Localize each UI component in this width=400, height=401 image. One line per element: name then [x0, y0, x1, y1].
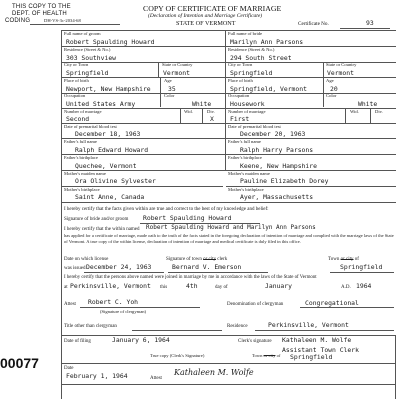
bride-blood-test-label: Date of premarital blood test: [228, 124, 281, 129]
groom-city-label: City or Town: [64, 62, 89, 67]
copy-signature: Kathaleen M. Wolfe: [174, 368, 254, 377]
groom-blood-test-label: Date of premarital blood test: [64, 124, 117, 129]
town-clerk-name: Bernard V. Emerson: [172, 263, 242, 271]
bride-father-label: Father's full name: [228, 139, 261, 144]
groom-color-label: Color: [164, 93, 175, 98]
marriage-place: Perkinsville, Vermont: [70, 282, 151, 290]
groom-mother-birthplace: Saint Anne, Canada: [75, 193, 145, 201]
date-filing: January 6, 1964: [112, 336, 170, 344]
at-label: at: [64, 285, 68, 290]
bride-state-label: State or Country: [326, 62, 357, 67]
groom-mother-birthplace-label: Mother's birthplace: [64, 187, 100, 192]
bride-mother-birthplace-label: Mother's birthplace: [228, 187, 264, 192]
bride-wid-label: Wid.: [350, 109, 359, 114]
groom-name: Robert Spaulding Howard: [66, 38, 155, 46]
bride-mother-birthplace: Ayer, Massachusetts: [240, 193, 314, 201]
bride-div-label: Div.: [375, 109, 383, 114]
marriage-year: 1964: [356, 282, 372, 290]
bride-color: White: [358, 100, 378, 108]
groom-mother-label: Mother's maiden name: [64, 171, 106, 176]
sig-town-clerk-label: Signature of town or city clerk: [166, 257, 228, 262]
bride-father-birthplace-label: Father's birthplace: [228, 155, 262, 160]
license-names: Robert Spaulding Howard and Marilyn Ann Parsons: [146, 224, 316, 231]
margin-number: 00077: [0, 355, 39, 371]
groom-num-marriage-label: Number of marriage: [64, 109, 102, 114]
marriage-month: January: [265, 282, 292, 290]
bride-blood-test: December 20, 1963: [240, 130, 306, 138]
groom-residence: 303 Southview: [66, 54, 117, 62]
bride-father-birthplace: Keene, New Hampshire: [240, 162, 317, 170]
groom-occupation: United States Army: [66, 100, 136, 108]
state-heading: STATE OF VERMONT: [176, 20, 236, 27]
groom-mother: Ora Olivine Sylvester: [75, 177, 156, 185]
certify-joined: I hereby certify that the persons above named were joined in marriage by me in accordance with the laws of the State of Vermont: [64, 275, 317, 280]
date-issued-label: Date on which license: [64, 257, 109, 262]
form-code: DH-VS-3c-2034-68: [44, 18, 81, 23]
clergyman-signature: Robert C. Yoh: [88, 298, 139, 306]
true-copy-label: True copy (Clerk's Signature): [150, 353, 205, 358]
groom-birthplace: Newport, New Hampshire: [66, 85, 151, 93]
bride-occupation-label: Occupation: [228, 93, 250, 98]
issued-date: December 24, 1963: [86, 263, 152, 271]
bride-city-label: City or Town: [228, 62, 253, 67]
groom-num-marriage: Second: [66, 115, 90, 123]
bride-name: Marilyn Ann Parsons: [230, 38, 304, 46]
groom-blood-test: December 18, 1963: [75, 130, 141, 138]
residence-short-label: Residence: [227, 324, 248, 329]
groom-father: Ralph Edward Howard: [75, 146, 149, 154]
groom-father-birthplace-label: Father's birthplace: [64, 155, 98, 160]
groom-occupation-label: Occupation: [64, 93, 86, 98]
bride-name-label: Full name of bride: [228, 31, 263, 36]
bride-state: Vermont: [327, 69, 354, 77]
form-title: COPY OF CERTIFICATE OF MARRIAGE: [143, 4, 282, 13]
groom-father-birthplace: Quechee, Vermont: [75, 162, 137, 170]
copy-town: Springfield: [290, 353, 333, 361]
copy-to-line1: THIS COPY TO THE: [12, 4, 71, 10]
bride-age-label: Age: [326, 78, 334, 83]
bride-mother: Pauline Elizabeth Dorey: [240, 177, 329, 185]
bride-color-label: Color: [326, 93, 337, 98]
date-label: Date: [64, 366, 74, 371]
clerk-name: Kathaleen M. Wolfe: [282, 336, 352, 344]
certify-intro: I hereby certify that the facts given within are true and correct to the best of my knowledge and belief:: [64, 207, 269, 212]
copy-to-line2: DEPT. OF HEALTH: [12, 11, 67, 17]
sig-bride-groom-label: Signature of bride and/or groom: [64, 217, 129, 222]
groom-div-mark: X: [210, 115, 214, 123]
bride-city: Springfield: [230, 69, 273, 77]
groom-age-label: Age: [164, 78, 172, 83]
bride-num-marriage: First: [230, 115, 250, 123]
town-of-label: Town or city of: [328, 257, 359, 262]
this-label: this: [160, 285, 168, 290]
groom-name-label: Full name of groom: [64, 31, 101, 36]
bride-occupation: Housework: [230, 100, 265, 108]
bride-num-marriage-label: Number of marriage: [228, 109, 266, 114]
groom-residence-label: Residence (Street & No.): [64, 47, 111, 52]
clerks-signature-label: Clerk's signature: [238, 339, 272, 344]
groom-state-label: State or Country: [162, 62, 193, 67]
groom-state: Vermont: [163, 69, 190, 77]
town-of-value: Springfield: [340, 263, 383, 271]
bride-birthplace: Springfield, Vermont: [230, 85, 307, 93]
groom-father-label: Father's full name: [64, 139, 97, 144]
groom-wid-label: Wid.: [184, 109, 193, 114]
clerk-title: Assistant Town Clerk: [282, 346, 359, 354]
bride-mother-label: Mother's maiden name: [228, 171, 270, 176]
bride-residence-label: Residence (Street & No.): [228, 47, 275, 52]
day-of-label: day of: [215, 285, 228, 290]
marriage-day: 4th: [186, 282, 198, 290]
bride-birthplace-label: Place of birth: [228, 78, 253, 83]
date-filing-label: Date of filing: [64, 339, 91, 344]
bride-father: Ralph Harry Parsons: [240, 146, 314, 154]
copy-town-label: Town or city of: [252, 353, 281, 358]
copy-date: February 1, 1964: [66, 372, 128, 380]
certificate-number-label: Certificate No.: [298, 21, 329, 27]
bride-age: 20: [330, 85, 338, 93]
groom-birthplace-label: Place of birth: [64, 78, 89, 83]
groom-age: 35: [168, 85, 176, 93]
certify-license-label: I hereby certify that the within named: [64, 227, 140, 232]
groom-color: White: [192, 100, 212, 108]
bride-residence: 294 South Street: [230, 54, 292, 62]
coding-label: CODING: [5, 18, 31, 24]
was-issued-label: was issued: [64, 266, 86, 271]
certificate-number: 93: [366, 19, 374, 27]
groom-div-label: Div.: [207, 109, 215, 114]
form-subtitle: (Declaration of Intention and Marriage Certificate): [148, 13, 263, 19]
denomination-value: Congregational: [305, 299, 359, 307]
attest2-label: Attest: [150, 376, 162, 381]
attest-label: Attest: [64, 302, 76, 307]
denomination-label: Denomination of clergyman: [227, 302, 284, 307]
ad-label: A.D.: [341, 285, 351, 290]
sig-clergyman-label: (Signature of clergyman): [100, 309, 147, 314]
signature-bride-groom: Robert Spaulding Howard: [143, 214, 232, 222]
groom-city: Springfield: [66, 69, 109, 77]
title-other-label: Title other than clergyman: [64, 324, 117, 329]
clergy-residence: Perkinsville, Vermont: [268, 321, 349, 329]
license-text: has applied for a certificate of marriage, made oath to the truth of the facts stated in the foregoing declaration of intention of marriage and complied with the marriage laws of the State of Vermont. A true copy of the within license, declaration of intention of marriage and medical certificate is duly filed in this office.: [64, 233, 394, 244]
